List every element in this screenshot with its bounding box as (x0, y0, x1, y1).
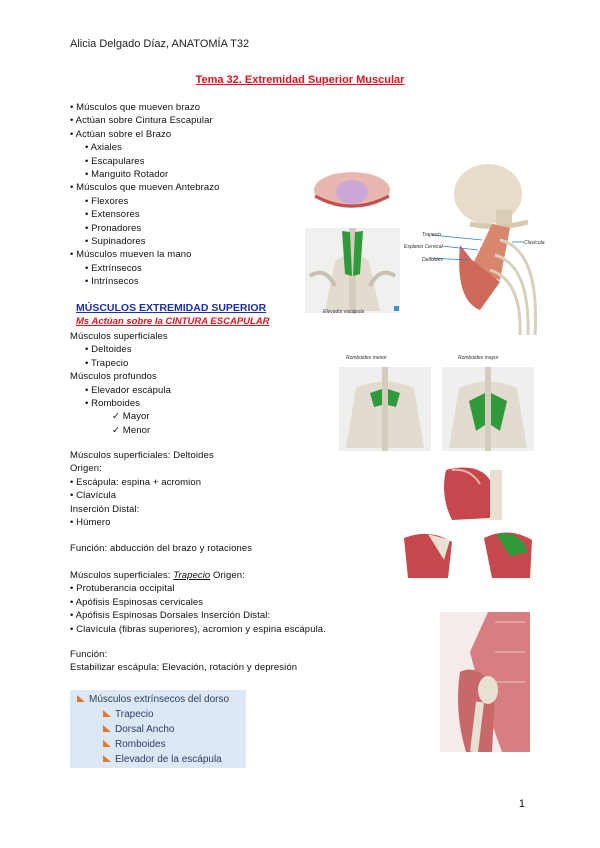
deltoides-illustration (400, 460, 536, 590)
figure-deltoides (400, 460, 536, 590)
section-item: • Romboides (85, 398, 141, 410)
figure-shoulder-lateral (400, 160, 560, 340)
section-item: ✓ Mayor (112, 411, 150, 423)
outline-item: • Escapulares (85, 155, 145, 167)
arrow-bullet-icon (76, 694, 86, 703)
page-title: Tema 32. Extremidad Superior Muscular (195, 74, 405, 86)
trapecio-funcion-label: Función: (70, 649, 108, 660)
figure-romboides (336, 353, 536, 453)
box-title: Músculos extrínsecos del dorso (89, 694, 230, 705)
deltoides-block (70, 449, 214, 529)
trapecio-intro-suffix: Origen: (210, 570, 245, 581)
trapecio-line: • Clavícula (fibras superiores), acromion y espina escápula. (70, 623, 326, 635)
extrinsic-muscles-box (70, 690, 246, 768)
figure-label: Trapecio (422, 232, 442, 238)
trapecio-illustration (440, 612, 530, 752)
arrow-bullet-icon (102, 754, 112, 763)
outline-item: • Axiales (85, 142, 122, 154)
romboides-illustration (336, 353, 536, 453)
box-item (102, 737, 166, 752)
outline-item: • Músculos que mueven Antebrazo (70, 182, 220, 194)
outline-item: • Actúan sobre el Brazo (70, 128, 172, 140)
trapecio-intro (70, 569, 326, 582)
image-handle-icon (394, 306, 399, 311)
trapecio-funcion-text: Estabilizar escápula: Elevación, rotación y depresión (70, 662, 298, 673)
box-item (102, 752, 222, 767)
figure-trapecio (440, 612, 530, 752)
figure-label: Clavícula (524, 240, 545, 246)
box-item-label: Trapecio (115, 709, 154, 720)
section-item: Músculos profundos (70, 371, 157, 383)
box-item-label: Dorsal Ancho (115, 724, 175, 735)
arrow-bullet-icon (102, 724, 112, 733)
document-header: Alicia Delgado Díaz, ANATOMÍA T32 (70, 38, 250, 50)
trapecio-line: • Apófisis Espinosas Dorsales Inserción Distal: (70, 610, 271, 622)
figure-caption: Romboides menor (346, 355, 387, 361)
outline-list (70, 101, 220, 289)
box-item-label: Romboides (115, 739, 166, 750)
figure-label: Deltoides (422, 257, 443, 263)
figure-label: Esplenio Cervical (404, 244, 443, 250)
box-item (102, 707, 154, 722)
deltoides-line: Músculos superficiales: Deltoides (70, 450, 214, 461)
trapecio-block (70, 569, 326, 636)
arrow-bullet-icon (102, 739, 112, 748)
outline-item: • Músculos que mueven brazo (70, 102, 201, 113)
trapecio-intro-prefix: Músculos superficiales: (70, 570, 174, 581)
deltoides-line: Inserción Distal: (70, 503, 140, 515)
box-item (102, 722, 174, 737)
page-number: 1 (518, 798, 525, 810)
arrow-bullet-icon (102, 709, 112, 718)
trapecio-line: • Protuberancia occipital (70, 583, 175, 595)
section-list (70, 330, 171, 437)
section-item: • Deltoides (85, 344, 132, 356)
outline-item: • Actúan sobre Cintura Escapular (70, 115, 213, 127)
figure-caption: Elevador escápula (323, 309, 365, 315)
outline-item: • Flexores (85, 195, 129, 207)
trapecio-intro-term: Trapecio (173, 570, 211, 581)
deltoides-funcion: Función: abducción del brazo y rotaciones (70, 543, 253, 554)
shoulder-lateral-illustration (400, 160, 560, 340)
outline-item: • Extrínsecos (85, 262, 142, 274)
deltoides-line: • Escápula: espina + acromion (70, 476, 202, 488)
outline-item: • Pronadores (85, 222, 142, 234)
figure-caption: Romboides mayor (458, 355, 499, 361)
section-item: ✓ Menor (112, 424, 151, 436)
deltoides-line: • Clavícula (70, 490, 117, 502)
section-subheading: Ms Actúan sobre la CINTURA ESCAPULAR (76, 316, 270, 327)
section-heading: MÚSCULOS EXTREMIDAD SUPERIOR (76, 302, 267, 314)
deltoides-line: Origen: (70, 463, 102, 475)
outline-item: • Manguito Rotador (85, 169, 169, 181)
box-item-label: Elevador de la escápula (115, 754, 222, 765)
section-item: • Trapecio (85, 357, 129, 369)
outline-item: • Intrínsecos (85, 276, 139, 288)
figure-elevador-escapula (305, 166, 400, 318)
outline-item: • Supinadores (85, 236, 146, 248)
box-title-row (76, 692, 229, 707)
elevador-escapula-illustration (305, 166, 400, 318)
outline-item: • Músculos mueven la mano (70, 249, 192, 261)
trapecio-line: • Apófisis Espinosas cervicales (70, 596, 204, 608)
outline-item: • Extensores (85, 209, 140, 221)
section-item: • Elevador escápula (85, 384, 172, 396)
deltoides-line: • Húmero (70, 517, 111, 529)
section-item: Músculos superficiales (70, 331, 168, 342)
